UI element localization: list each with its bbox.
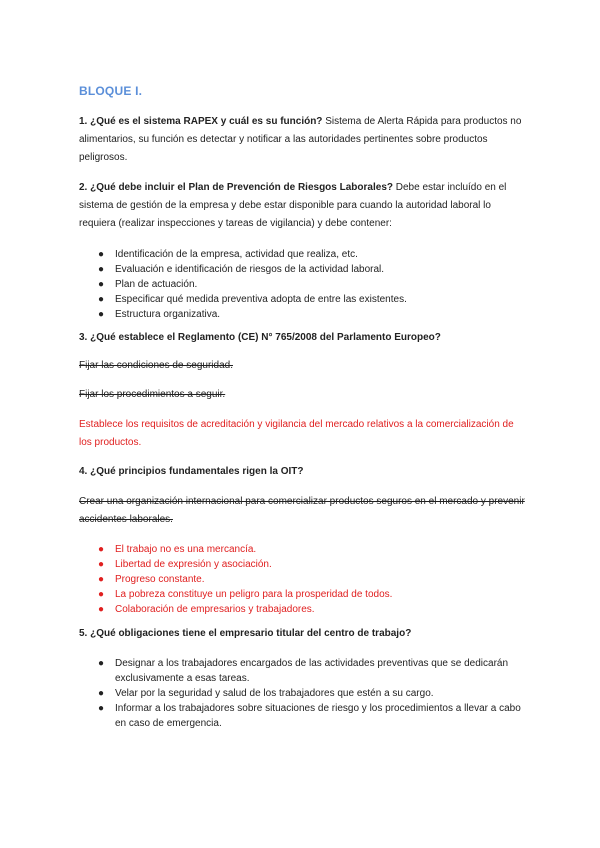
block-title: BLOQUE I. xyxy=(79,84,143,98)
question-3-wrong-answer-2: Fijar los procedimientos a seguir. xyxy=(79,389,226,400)
question-2-text: 2. ¿Qué debe incluir el Plan de Prevención de Riesgos Laborales? xyxy=(79,182,393,193)
list-item: ● Plan de actuación. xyxy=(98,279,198,290)
list-item: ● Evaluación e identificación de riesgos de la actividad laboral. xyxy=(98,264,385,275)
list-item: ● Velar por la seguridad y salud de los trabajadores que estén a su cargo. xyxy=(98,688,434,699)
bullet-icon: ● xyxy=(98,589,105,600)
list-item: ● Libertad de expresión y asociación. xyxy=(98,559,272,570)
bullet-icon: ● xyxy=(98,309,105,320)
question-2-answer: Debe estar incluído en el sistema de gestión de la empresa y debe estar disponible para cuando la autoridad laboral lo requiera (realizar inspecciones y tareas de vigilancia) y debe contener: xyxy=(79,182,507,229)
question-2 xyxy=(79,179,527,233)
question-4-text: 4. ¿Qué principios fundamentales rigen la OIT? xyxy=(79,466,304,477)
bullet-icon: ● xyxy=(98,279,105,290)
list-item: ● La pobreza constituye un peligro para la prosperidad de todos. xyxy=(98,589,393,600)
list-item: ● Especificar qué medida preventiva adopta de entre las existentes. xyxy=(98,294,407,305)
bullet-icon: ● xyxy=(98,658,105,669)
bullet-icon: ● xyxy=(98,574,105,585)
bullet-icon: ● xyxy=(98,559,105,570)
question-4-list xyxy=(79,542,527,617)
question-5-list xyxy=(79,656,527,731)
question-5-text: 5. ¿Qué obligaciones tiene el empresario titular del centro de trabajo? xyxy=(79,628,412,639)
question-4-wrong-answer: Crear una organización internacional para comercializar productos seguros en el mercado y prevenir accidentes laborales. xyxy=(79,496,525,525)
question-1 xyxy=(79,113,527,167)
bullet-icon: ● xyxy=(98,604,105,615)
question-3-correct-answer: Establece los requisitos de acreditación y vigilancia del mercado relativos a la comercialización de los productos. xyxy=(79,419,514,448)
list-item: ● Designar a los trabajadores encargados de las actividades preventivas que se dedicarán exclusivamente a esas tareas. xyxy=(98,658,509,684)
question-3-wrong-answer-1: Fijar las condiciones de seguridad. xyxy=(79,360,233,371)
list-item: ● Colaboración de empresarios y trabajadores. xyxy=(98,604,315,615)
bullet-icon: ● xyxy=(98,703,105,714)
bullet-icon: ● xyxy=(98,249,105,260)
list-item: ● Informar a los trabajadores sobre situaciones de riesgo y los procedimientos a llevar a cabo en caso de emergencia. xyxy=(98,703,521,729)
question-2-list xyxy=(79,247,527,322)
bullet-icon: ● xyxy=(98,264,105,275)
question-5 xyxy=(79,625,527,643)
question-3 xyxy=(79,329,527,347)
list-item: ● Estructura organizativa. xyxy=(98,309,221,320)
bullet-icon: ● xyxy=(98,688,105,699)
bullet-icon: ● xyxy=(98,294,105,305)
list-item: ● El trabajo no es una mercancía. xyxy=(98,544,257,555)
question-4 xyxy=(79,463,527,481)
question-1-text: 1. ¿Qué es el sistema RAPEX y cuál es su función? xyxy=(79,116,323,127)
bullet-icon: ● xyxy=(98,544,105,555)
question-3-text: 3. ¿Qué establece el Reglamento (CE) N° 765/2008 del Parlamento Europeo? xyxy=(79,332,441,343)
list-item: ● Progreso constante. xyxy=(98,574,205,585)
list-item: ● Identificación de la empresa, actividad que realiza, etc. xyxy=(98,249,358,260)
question-1-answer: Sistema de Alerta Rápida para productos no alimentarios, su función es detectar y notificar a las autoridades pertinentes sobre productos peligrosos. xyxy=(79,116,522,163)
